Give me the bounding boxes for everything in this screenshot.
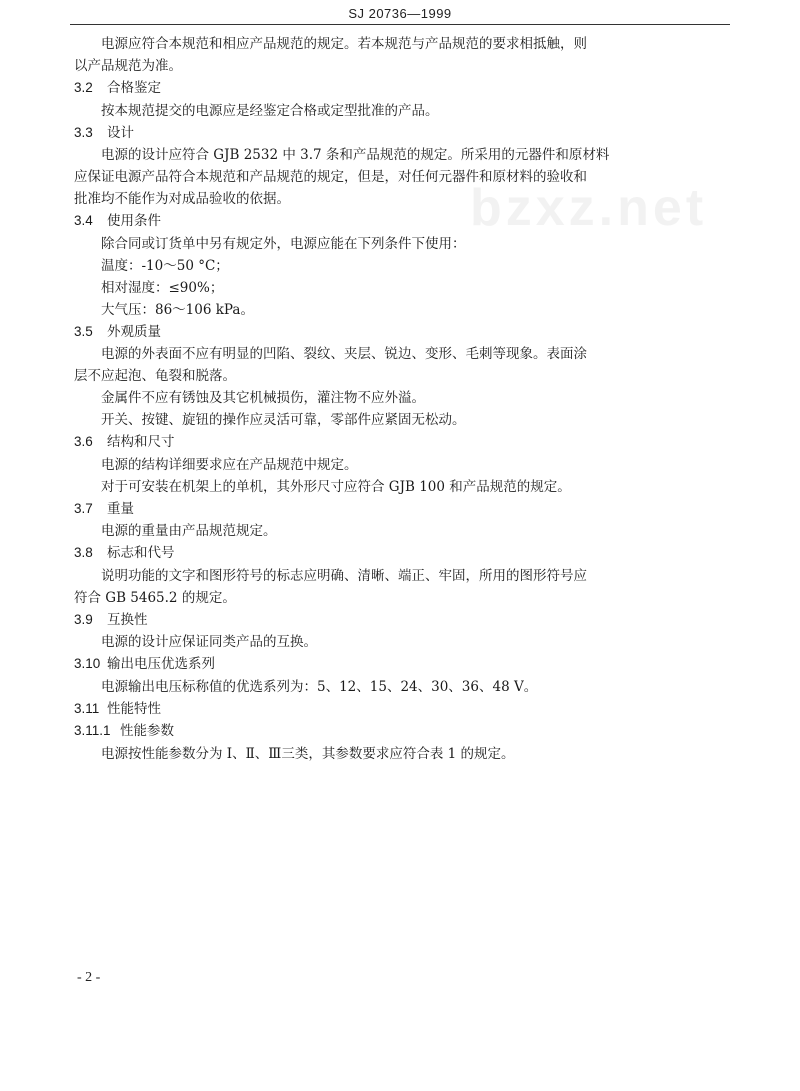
- section-title: 重量: [107, 500, 134, 517]
- section-heading-3-9: [74, 609, 730, 632]
- section-number: 3.6: [74, 434, 93, 449]
- section-number: 3.4: [74, 213, 93, 228]
- section-heading-3-10: [74, 653, 730, 676]
- section-number: 3.11.1: [74, 723, 111, 738]
- section-heading-3-6: [74, 431, 730, 454]
- header-divider: [70, 24, 730, 25]
- condition-pressure: 大气压：86～106 kPa。: [101, 301, 254, 318]
- paragraph: 电源输出电压标称值的优选系列为：5、12、15、24、30、36、48 V。: [101, 678, 538, 695]
- paragraph-line: 层不应起泡、龟裂和脱落。: [74, 368, 236, 384]
- paragraph-line: 应保证电源产品符合本规范和产品规范的规定，但是，对任何元器件和原材料的验收和: [74, 169, 587, 185]
- section-heading-3-7: [74, 498, 730, 521]
- condition-humidity: 相对湿度：≤90%；: [101, 279, 224, 296]
- intro-line-2: 以产品规范为准。: [74, 58, 182, 74]
- paragraph-line: 符合 GB 5465.2 的规定。: [74, 589, 236, 606]
- section-number: 3.11: [74, 700, 100, 716]
- section-title: 使用条件: [107, 213, 161, 229]
- section-number: 3.8: [74, 545, 93, 560]
- paragraph: 电源按性能参数分为 Ⅰ、Ⅱ、Ⅲ三类，其参数要求应符合表 1 的规定。: [101, 745, 515, 762]
- paragraph: 按本规范提交的电源应是经鉴定合格或定型批准的产品。: [101, 102, 439, 119]
- section-heading-3-3: [74, 122, 730, 145]
- paragraph-line: 电源的设计应符合 GJB 2532 中 3.7 条和产品规范的规定。所采用的元器件和原材料: [101, 147, 610, 163]
- section-title: 性能特性: [107, 700, 161, 717]
- section-heading-3-5: [74, 321, 730, 344]
- document-body: [74, 33, 730, 765]
- paragraph: 开关、按键、旋钮的操作应灵活可靠，零部件应紧固无松动。: [101, 412, 466, 428]
- page-number: - 2 -: [77, 970, 101, 985]
- document-id: SJ 20736—1999: [348, 6, 452, 21]
- paragraph-line: 电源的外表面不应有明显的凹陷、裂纹、夹层、锐边、变形、毛刺等现象。表面涂: [101, 346, 587, 362]
- paragraph-line: 说明功能的文字和图形符号的标志应明确、清晰、端正、牢固，所用的图形符号应: [101, 567, 587, 584]
- section-number: 3.5: [74, 323, 93, 339]
- intro-line-1: 电源应符合本规范和相应产品规范的规定。若本规范与产品规范的要求相抵触，则: [101, 36, 587, 52]
- section-title: 性能参数: [120, 723, 174, 739]
- section-title: 输出电压优选系列: [107, 656, 215, 672]
- paragraph: 除合同或订货单中另有规定外，电源应能在下列条件下使用：: [101, 235, 466, 252]
- section-title: 结构和尺寸: [107, 434, 175, 450]
- paragraph-line: 批准均不能作为对成品验收的依据。: [74, 191, 290, 207]
- section-number: 3.10: [74, 656, 101, 671]
- section-heading-3-2: [74, 77, 730, 100]
- section-number: 3.7: [74, 500, 93, 516]
- section-heading-3-4: [74, 210, 730, 233]
- paragraph: 电源的设计应保证同类产品的互换。: [101, 634, 317, 650]
- page-header: [0, 6, 800, 21]
- section-heading-3-11: [74, 698, 730, 721]
- condition-temperature: 温度：-10～50 °C；: [101, 257, 229, 274]
- paragraph: 电源的结构详细要求应在产品规范中规定。: [101, 456, 358, 473]
- section-number: 3.9: [74, 611, 93, 627]
- section-heading-3-8: [74, 542, 730, 565]
- section-title: 外观质量: [107, 323, 161, 340]
- watermark: bzxz.net: [470, 179, 708, 237]
- paragraph: 电源的重量由产品规范规定。: [101, 523, 277, 539]
- paragraph: 对于可安装在机架上的单机，其外形尺寸应符合 GJB 100 和产品规范的规定。: [101, 478, 571, 495]
- section-heading-3-11-1: [74, 720, 730, 743]
- section-title: 互换性: [107, 611, 148, 628]
- section-title: 合格鉴定: [107, 80, 161, 96]
- section-number: 3.3: [74, 124, 93, 140]
- paragraph: 金属件不应有锈蚀及其它机械损伤，灌注物不应外溢。: [101, 390, 425, 406]
- section-title: 设计: [107, 124, 134, 141]
- section-title: 标志和代号: [107, 545, 175, 561]
- section-number: 3.2: [74, 80, 93, 95]
